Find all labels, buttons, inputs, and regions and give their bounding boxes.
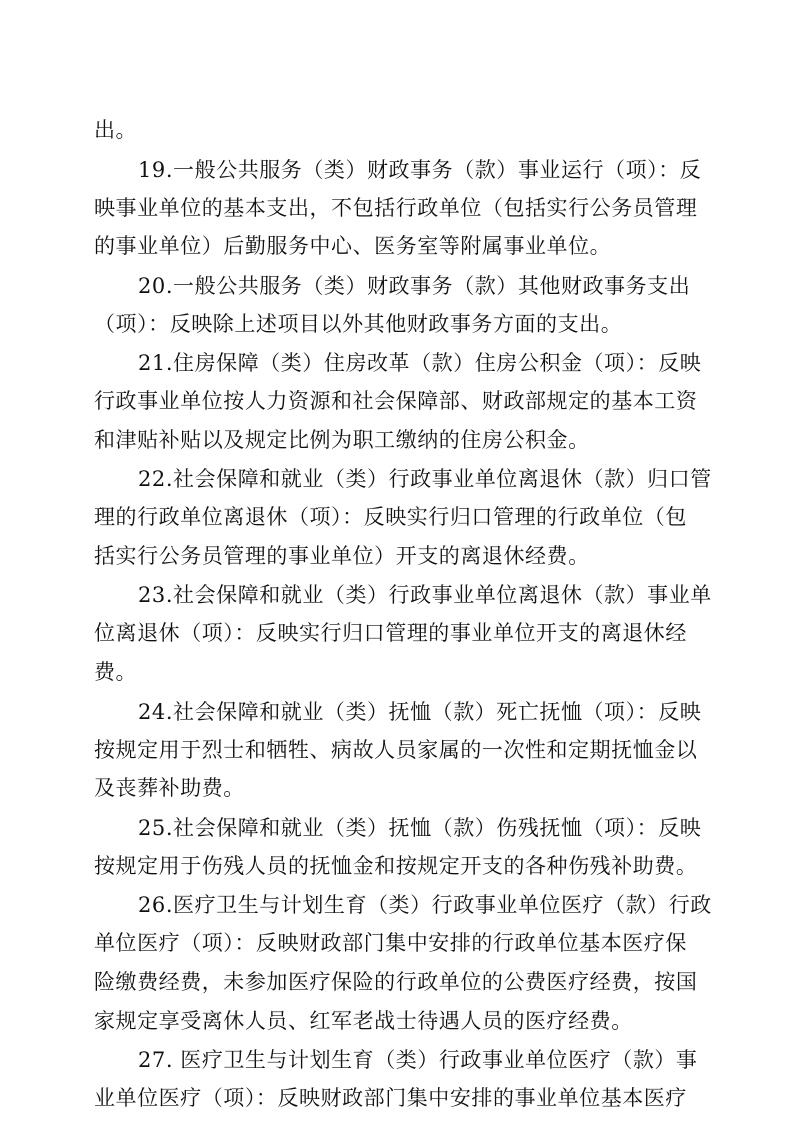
text-line: 按规定用于伤残人员的抚恤金和按规定开支的各种伤残补助费。 (94, 854, 698, 878)
text-line: 理的行政单位离退休（项）：反映实行归口管理的行政单位（包 (94, 505, 687, 529)
text-line: 按规定用于烈士和牺牲、病故人员家属的一次性和定期抚恤金以 (94, 738, 698, 762)
text-line: 19.一般公共服务（类）财政事务（款）事业运行（项）：反 (138, 158, 702, 182)
text-line: 险缴费经费，未参加医疗保险的行政单位的公费医疗经费，按国 (94, 970, 698, 994)
text-line: 26.医疗卫生与计划生育（类）行政事业单位医疗（款）行政 (138, 893, 712, 917)
text-line: 括实行公务员管理的事业单位）开支的离退休经费。 (94, 544, 590, 568)
text-line: 家规定享受离休人员、红军老战士待遇人员的医疗经费。 (94, 1009, 633, 1033)
text-line: （项）：反映除上述项目以外其他财政事务方面的支出。 (94, 312, 623, 336)
text-line: 23.社会保障和就业（类）行政事业单位离退休（款）事业单 (138, 583, 712, 607)
text-line: 费。 (94, 660, 138, 684)
text-line: 和津贴补贴以及规定比例为职工缴纳的住房公积金。 (94, 428, 590, 452)
text-line: 27. 医疗卫生与计划生育（类）行政事业单位医疗（款）事 (138, 1048, 698, 1072)
text-line: 位离退休（项）：反映实行归口管理的事业单位开支的离退休经 (94, 621, 687, 645)
text-line: 22.社会保障和就业（类）行政事业单位离退休（款）归口管 (138, 467, 712, 491)
text-line: 及丧葬补助费。 (94, 776, 245, 800)
text-line: 行政事业单位按人力资源和社会保障部、财政部规定的基本工资 (94, 389, 698, 413)
text-line: 25.社会保障和就业（类）抚恤（款）伤残抚恤（项）：反映 (138, 816, 702, 840)
text-line: 24.社会保障和就业（类）抚恤（款）死亡抚恤（项）：反映 (138, 700, 702, 724)
text-line: 21.住房保障（类）住房改革（款）住房公积金（项）：反映 (138, 351, 702, 375)
text-line: 单位医疗（项）：反映财政部门集中安排的行政单位基本医疗保 (94, 931, 687, 955)
text-line: 业单位医疗（项）：反映财政部门集中安排的事业单位基本医疗 (94, 1086, 687, 1110)
text-line: 映事业单位的基本支出，不包括行政单位（包括实行公务员管理 (94, 196, 698, 220)
text-line: 20.一般公共服务（类）财政事务（款）其他财政事务支出 (138, 274, 691, 298)
text-line: 的事业单位）后勤服务中心、医务室等附属事业单位。 (94, 234, 612, 258)
text-line: 出。 (94, 118, 138, 142)
